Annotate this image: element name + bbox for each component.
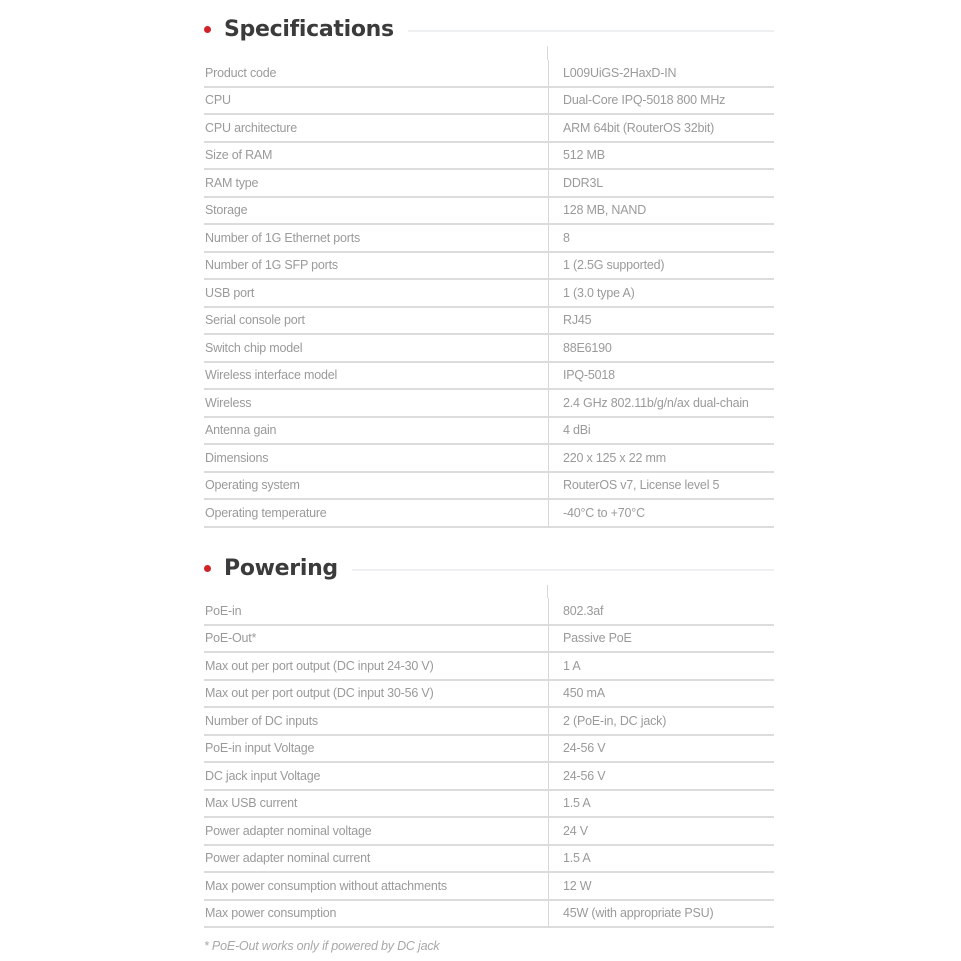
table-row (204, 224, 774, 252)
spec-label: PoE-in (204, 598, 549, 625)
table-gap (204, 46, 774, 60)
table-gap (204, 585, 774, 598)
section-header (204, 551, 774, 585)
spec-value: Passive PoE (549, 625, 775, 653)
table-row (204, 169, 774, 197)
table-row (204, 362, 774, 390)
bullet-icon (204, 26, 211, 33)
spec-label: PoE-in input Voltage (204, 735, 549, 763)
spec-value: 128 MB, NAND (549, 197, 775, 225)
spec-value: 12 W (549, 872, 775, 900)
spec-value: 45W (with appropriate PSU) (549, 900, 775, 928)
section-title: Specifications (224, 16, 394, 42)
spec-label: Max out per port output (DC input 24-30 V) (204, 652, 549, 680)
table-row (204, 60, 774, 87)
table-row (204, 197, 774, 225)
table-row (204, 252, 774, 280)
specifications-table (204, 60, 774, 528)
table-row (204, 307, 774, 335)
section-title: Powering (224, 555, 338, 581)
spec-label: RAM type (204, 169, 549, 197)
spec-label: Operating temperature (204, 499, 549, 527)
table-row (204, 499, 774, 527)
spec-label: Max USB current (204, 790, 549, 818)
spec-label: CPU (204, 87, 549, 115)
table-row (204, 598, 774, 625)
divider (408, 30, 774, 32)
table-row (204, 472, 774, 500)
table-row (204, 790, 774, 818)
spec-label: PoE-Out* (204, 625, 549, 653)
spec-label: Power adapter nominal voltage (204, 817, 549, 845)
spec-value: 802.3af (549, 598, 775, 625)
table-row (204, 87, 774, 115)
table-row (204, 762, 774, 790)
powering-section (204, 551, 774, 953)
spec-label: Storage (204, 197, 549, 225)
spec-label: Max power consumption (204, 900, 549, 928)
table-row (204, 334, 774, 362)
spec-label: Max power consumption without attachments (204, 872, 549, 900)
spec-value: 512 MB (549, 142, 775, 170)
spec-label: Dimensions (204, 444, 549, 472)
table-row (204, 735, 774, 763)
spec-value: 1 (3.0 type A) (549, 279, 775, 307)
table-row (204, 279, 774, 307)
spec-label: Operating system (204, 472, 549, 500)
spec-label: CPU architecture (204, 114, 549, 142)
spec-value: ARM 64bit (RouterOS 32bit) (549, 114, 775, 142)
spec-value: IPQ-5018 (549, 362, 775, 390)
table-row (204, 845, 774, 873)
spec-label: Serial console port (204, 307, 549, 335)
spec-label: Size of RAM (204, 142, 549, 170)
table-row (204, 680, 774, 708)
bullet-icon (204, 565, 211, 572)
footnote: * PoE-Out works only if powered by DC jack (204, 939, 440, 953)
spec-value: Dual-Core IPQ-5018 800 MHz (549, 87, 775, 115)
spec-label: Number of 1G Ethernet ports (204, 224, 549, 252)
spec-label: Wireless (204, 389, 549, 417)
table-row (204, 707, 774, 735)
spec-value: RouterOS v7, License level 5 (549, 472, 775, 500)
spec-value: L009UiGS-2HaxD-IN (549, 60, 775, 87)
spec-value: 1 A (549, 652, 775, 680)
spec-value: 1.5 A (549, 845, 775, 873)
spec-label: USB port (204, 279, 549, 307)
spec-label: Wireless interface model (204, 362, 549, 390)
specifications-section (204, 12, 774, 528)
spec-label: Number of DC inputs (204, 707, 549, 735)
divider (352, 569, 774, 571)
spec-value: DDR3L (549, 169, 775, 197)
table-row (204, 389, 774, 417)
spec-label: Product code (204, 60, 549, 87)
table-row (204, 817, 774, 845)
spec-value: 24 V (549, 817, 775, 845)
spec-label: Max out per port output (DC input 30-56 V) (204, 680, 549, 708)
table-row (204, 444, 774, 472)
table-row (204, 872, 774, 900)
spec-value: 24-56 V (549, 762, 775, 790)
table-row (204, 900, 774, 928)
spec-value: 1 (2.5G supported) (549, 252, 775, 280)
spec-value: 2.4 GHz 802.11b/g/n/ax dual-chain (549, 389, 775, 417)
spec-value: -40°C to +70°C (549, 499, 775, 527)
spec-label: DC jack input Voltage (204, 762, 549, 790)
spec-value: RJ45 (549, 307, 775, 335)
table-row (204, 114, 774, 142)
spec-value: 220 x 125 x 22 mm (549, 444, 775, 472)
table-row (204, 417, 774, 445)
spec-value: 450 mA (549, 680, 775, 708)
spec-value: 1.5 A (549, 790, 775, 818)
spec-label: Switch chip model (204, 334, 549, 362)
table-row (204, 652, 774, 680)
spec-label: Power adapter nominal current (204, 845, 549, 873)
spec-value: 2 (PoE-in, DC jack) (549, 707, 775, 735)
spec-value: 88E6190 (549, 334, 775, 362)
section-header (204, 12, 774, 46)
spec-label: Number of 1G SFP ports (204, 252, 549, 280)
spec-label: Antenna gain (204, 417, 549, 445)
spec-value: 4 dBi (549, 417, 775, 445)
spec-value: 24-56 V (549, 735, 775, 763)
table-row (204, 625, 774, 653)
powering-table (204, 598, 774, 928)
table-row (204, 142, 774, 170)
spec-value: 8 (549, 224, 775, 252)
